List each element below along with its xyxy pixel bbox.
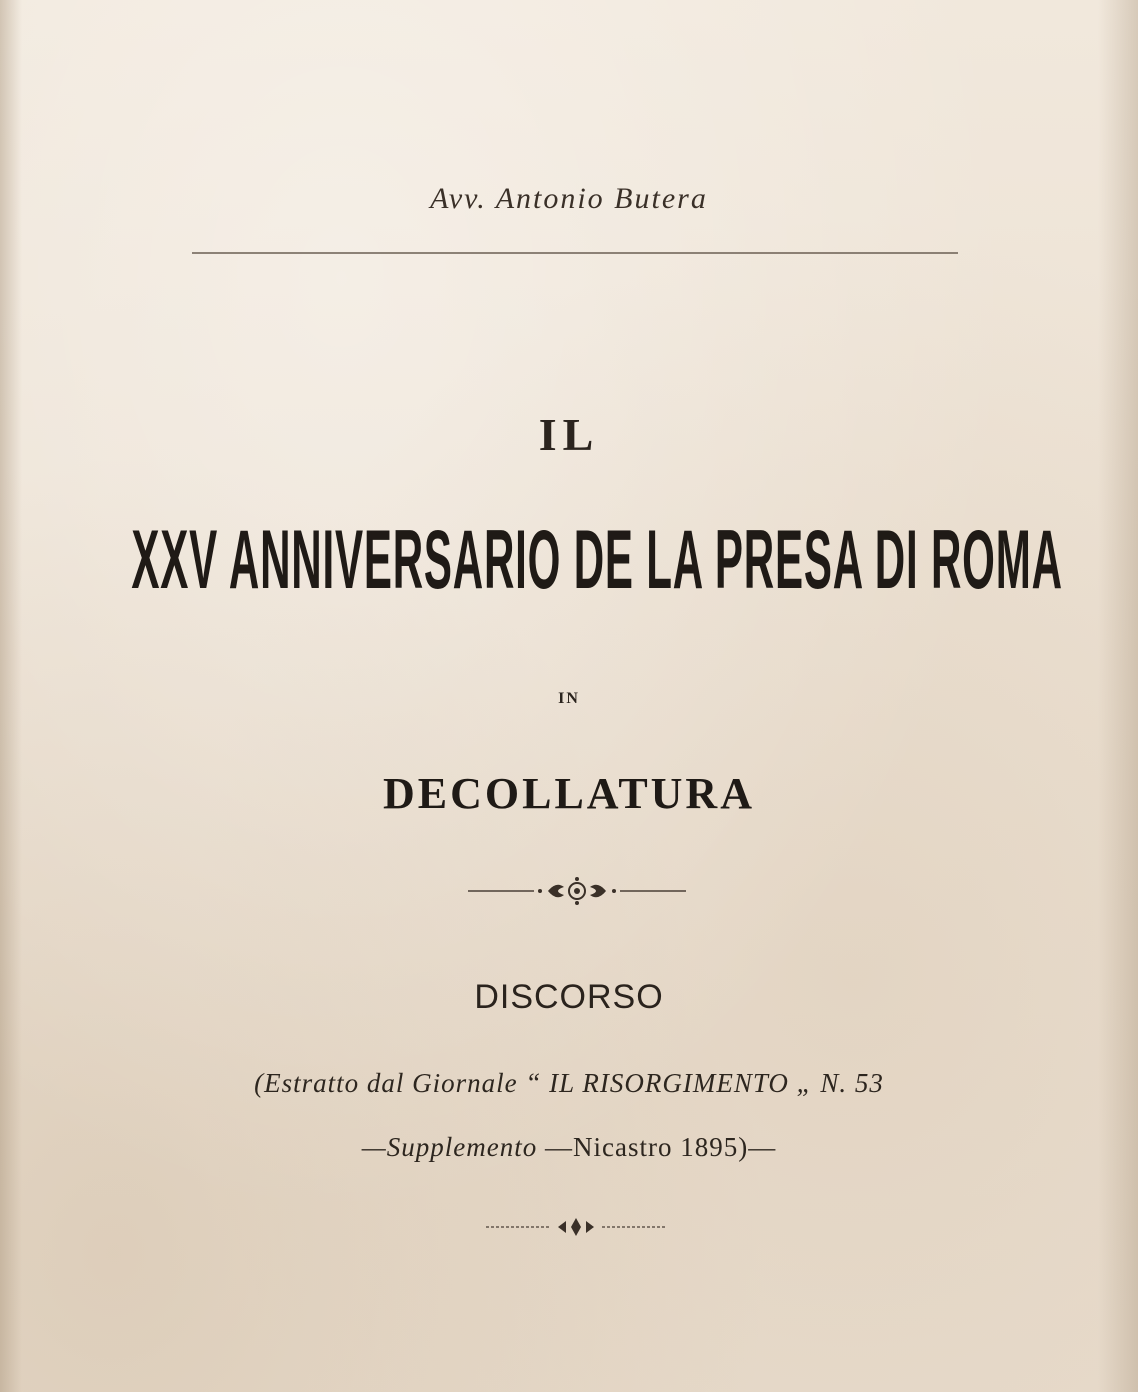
fleuron-rule-icon	[468, 872, 686, 910]
small-fleuron-rule-icon	[486, 1214, 666, 1240]
place-title: DECOLLATURA	[382, 769, 755, 818]
main-title-text: XXV ANNIVERSARIO DE LA PRESA DI ROMA	[131, 513, 1063, 607]
source-note-line-2	[0, 1132, 1138, 1163]
title-prefix: IL	[538, 409, 600, 460]
place-date-label: —Nicastro 1895)—	[537, 1132, 777, 1162]
main-title	[0, 513, 1138, 607]
supplement-label: —Supplemento	[361, 1132, 538, 1162]
genre-label: DISCORSO	[474, 978, 664, 1016]
author-line: Avv. Antonio Butera	[430, 182, 708, 215]
title-connector: IN	[558, 690, 580, 707]
header-rule	[192, 252, 958, 254]
source-note-line-1: (Estratto dal Giornale “ IL RISORGIMENTO „ N. 53	[254, 1068, 884, 1098]
